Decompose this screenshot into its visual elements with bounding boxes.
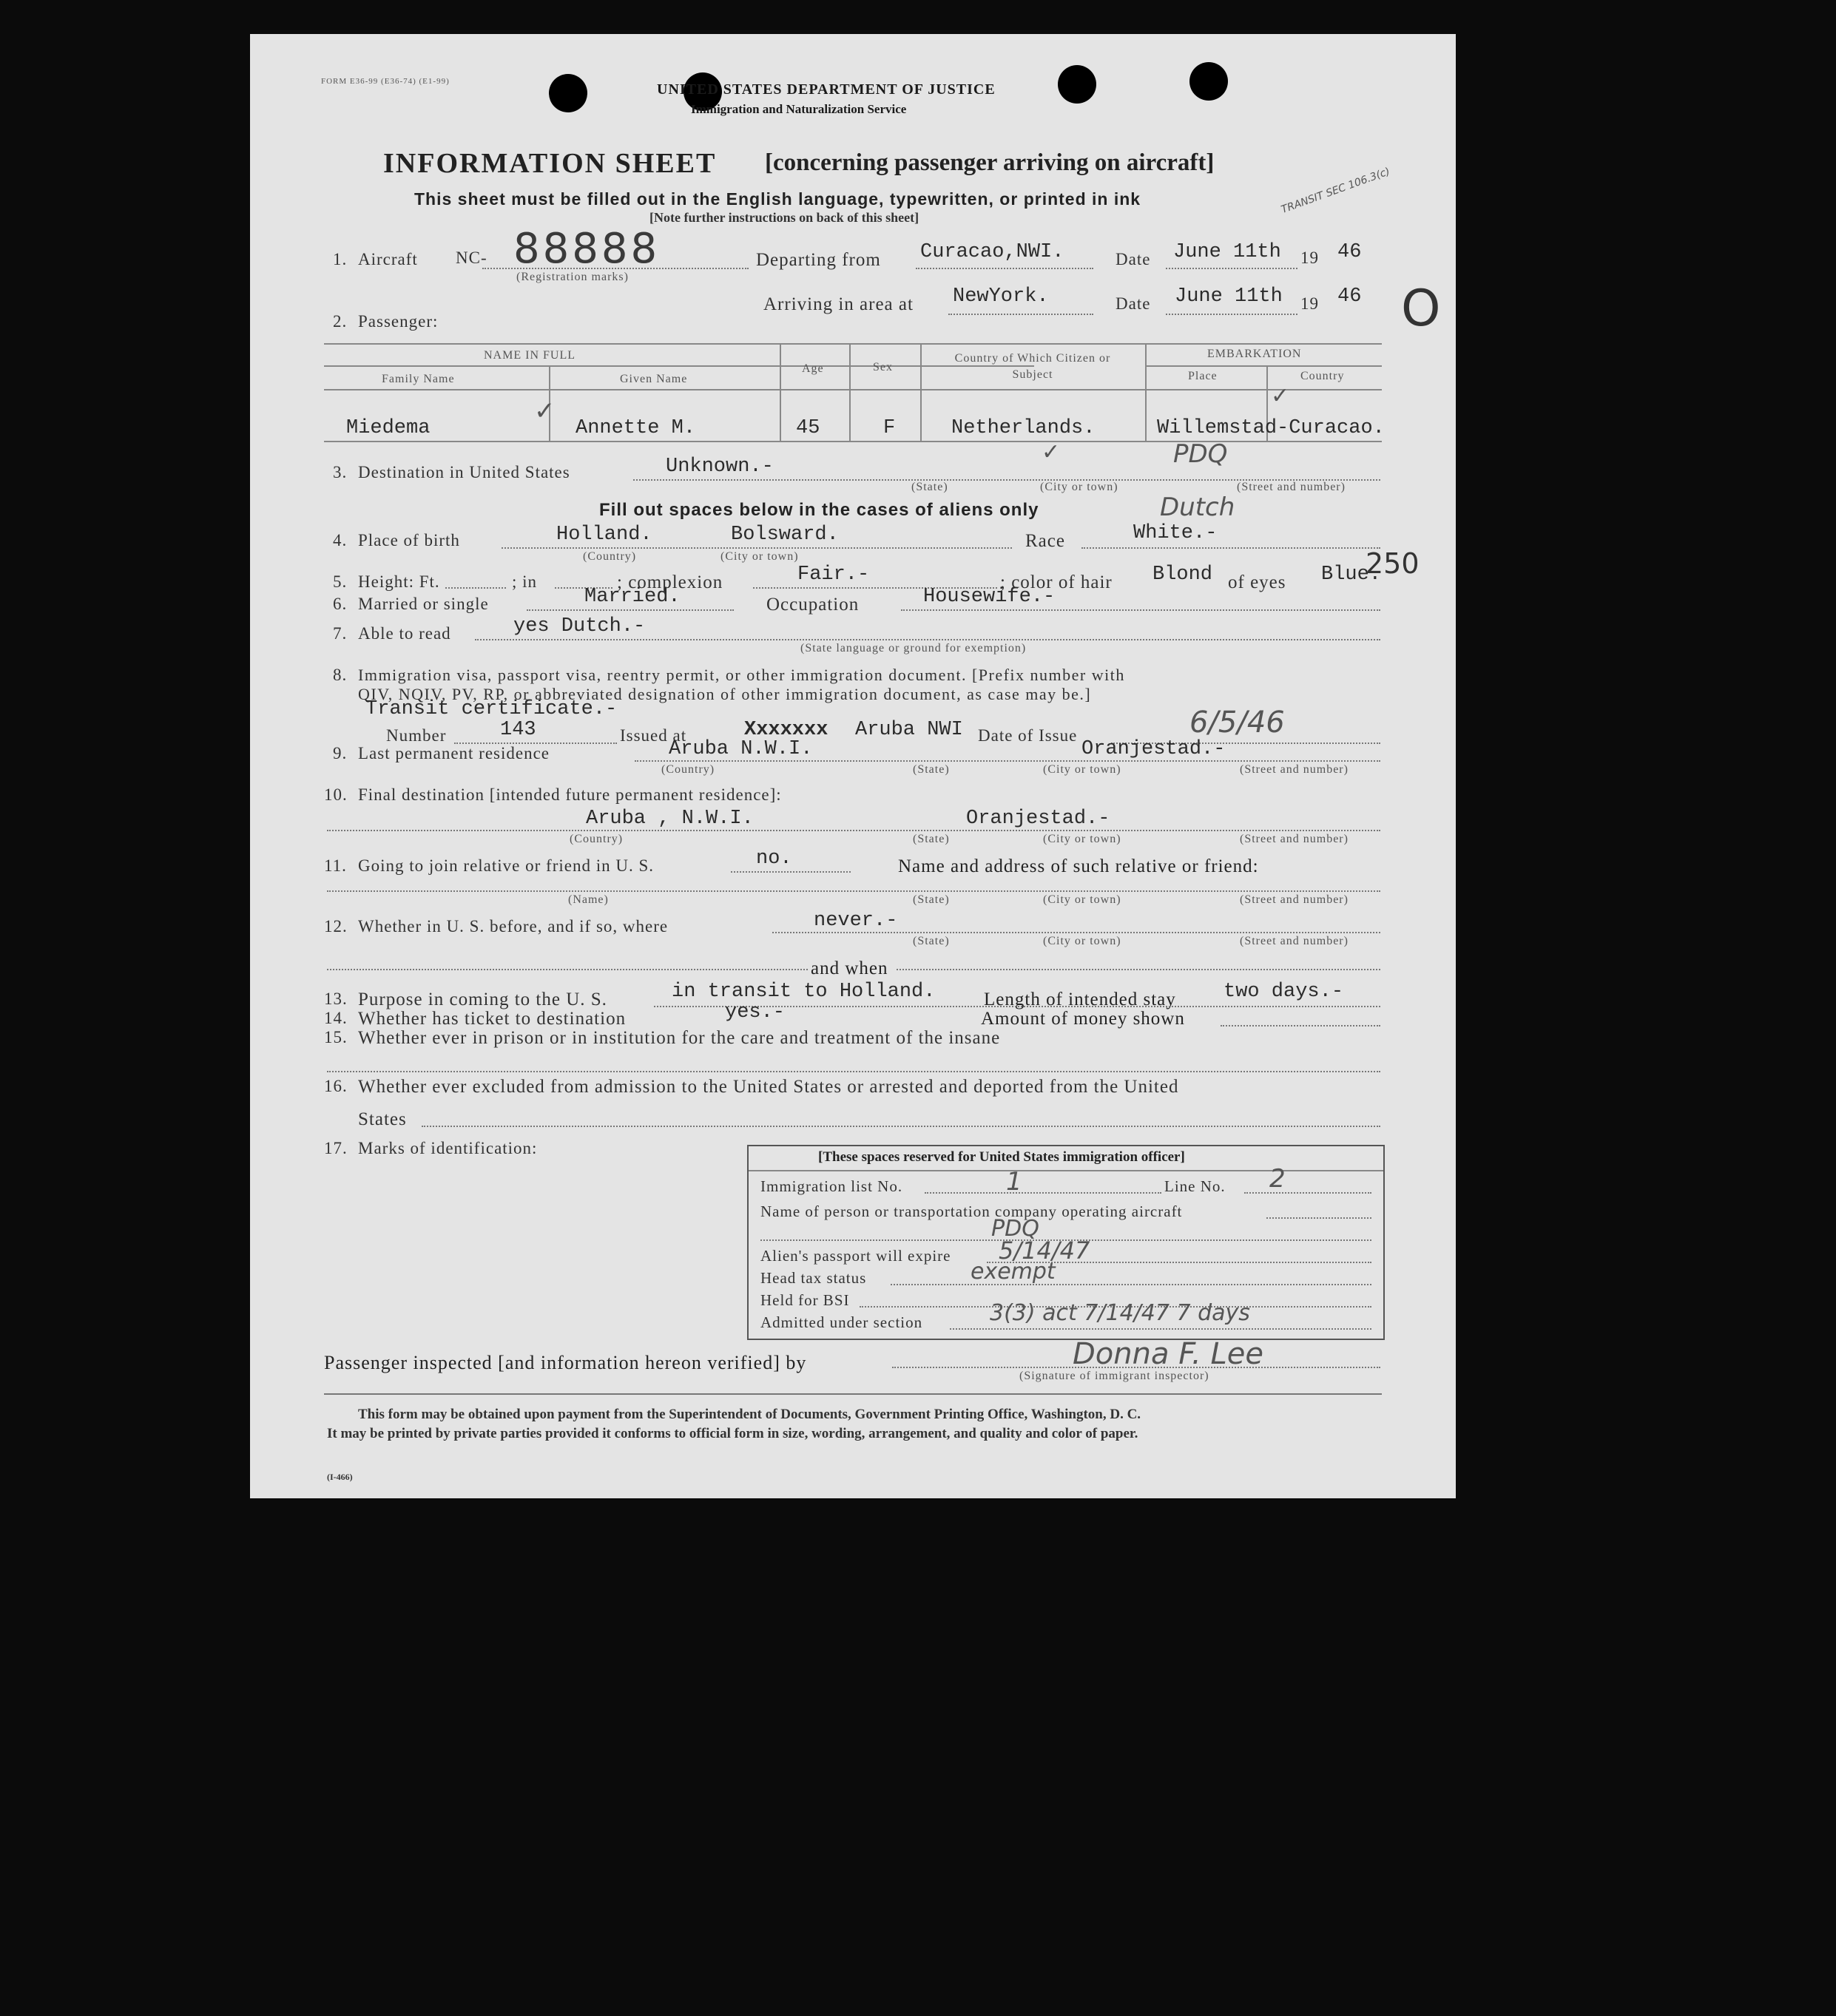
agency-name: UNITED STATES DEPARTMENT OF JUSTICE bbox=[657, 81, 996, 98]
line-number: 3. bbox=[333, 463, 348, 481]
join-relative-label: Going to join relative or friend in U. S. bbox=[358, 856, 654, 875]
state-caption: (State) bbox=[913, 935, 950, 947]
line-number: 12. bbox=[324, 917, 348, 936]
punch-hole bbox=[1189, 62, 1228, 101]
held-bsi-label: Held for BSI bbox=[760, 1291, 850, 1309]
passenger-given-name: Annette M. bbox=[576, 417, 696, 439]
arrival-year-value: 46 bbox=[1337, 285, 1362, 308]
read-value: yes Dutch.- bbox=[513, 615, 646, 637]
previous-visit-value: never.- bbox=[814, 910, 898, 932]
passenger-age: 45 bbox=[796, 417, 820, 439]
city-caption: (City or town) bbox=[1043, 833, 1121, 845]
passenger-embarkation: Willemstad-Curacao. bbox=[1157, 417, 1385, 439]
departure-date-value: June 11th bbox=[1173, 241, 1281, 263]
issue-date-value: 6/5/46 bbox=[1189, 706, 1285, 740]
list-number-value: 1 bbox=[1006, 1167, 1022, 1197]
hair-color-value: Blond bbox=[1152, 564, 1213, 586]
stay-length-value: two days.- bbox=[1224, 981, 1344, 1003]
table-header-place: Place bbox=[1188, 370, 1218, 382]
eye-color-value: Blue. bbox=[1321, 564, 1382, 586]
line-number: 1. bbox=[333, 250, 348, 268]
eye-color-label: of eyes bbox=[1228, 572, 1286, 592]
passenger-citizenship: Netherlands. bbox=[951, 417, 1096, 439]
inches-label: ; in bbox=[512, 572, 538, 591]
visa-text-line1: Immigration visa, passport visa, reentry permit, or other immigration document. [Prefix number with bbox=[358, 666, 1125, 684]
hair-color-label: ; color of hair bbox=[1000, 572, 1113, 592]
instruction-note: [Note further instructions on back of this sheet] bbox=[649, 210, 919, 225]
last-residence-country-value: Aruba N.W.I. bbox=[669, 738, 813, 760]
purpose-value: in transit to Holland. bbox=[672, 981, 936, 1003]
instruction-text: This sheet must be filled out in the English language, typewritten, or printed in ink bbox=[414, 189, 1141, 209]
complexion-label: ; complexion bbox=[617, 572, 723, 592]
footer-line-1: This form may be obtained upon payment from the Superintendent of Documents, Government Printing Office, Washington, D. C. bbox=[358, 1407, 1141, 1422]
table-header-family-name: Family Name bbox=[382, 373, 455, 385]
aircraft-registration-value: 88888 bbox=[513, 225, 661, 273]
punch-hole bbox=[549, 74, 587, 112]
list-number-label: Immigration list No. bbox=[760, 1177, 903, 1195]
language-caption: (State language or ground for exemption) bbox=[800, 642, 1027, 654]
passport-expire-label: Alien's passport will expire bbox=[760, 1247, 951, 1265]
handwritten-note: Dutch bbox=[1160, 493, 1235, 522]
line-number: 6. bbox=[333, 595, 348, 613]
marital-status-value: Married. bbox=[584, 586, 681, 608]
line-number: 11. bbox=[324, 856, 347, 875]
departure-date-label: Date bbox=[1116, 250, 1151, 268]
identification-marks-label: Marks of identification: bbox=[358, 1139, 538, 1157]
line-number-value: 2 bbox=[1269, 1164, 1286, 1194]
punch-hole bbox=[1058, 65, 1096, 104]
prison-label: Whether ever in prison or in institution for the care and treatment of the insane bbox=[358, 1028, 1001, 1048]
excluded-label-cont: States bbox=[358, 1109, 407, 1129]
line-number: 10. bbox=[324, 785, 348, 804]
departing-value: Curacao,NWI. bbox=[920, 241, 1064, 263]
footer-line-2: It may be printed by private parties provided it conforms to official form in size, wording, arrangement, and quality and color of paper. bbox=[327, 1426, 1138, 1441]
line-number: 8. bbox=[333, 666, 348, 684]
signature-caption: (Signature of immigrant inspector) bbox=[1019, 1370, 1209, 1382]
height-label: Height: Ft. bbox=[358, 572, 440, 591]
state-caption: (State) bbox=[913, 893, 950, 906]
admitted-section-value: 3(3) act 7/14/47 7 days bbox=[990, 1300, 1250, 1326]
check-mark: ✓ bbox=[1271, 383, 1290, 409]
street-caption: (Street and number) bbox=[1240, 935, 1349, 947]
handwritten-note: PDQ bbox=[1173, 439, 1228, 469]
page-subtitle: [concerning passenger arriving on aircraft] bbox=[765, 149, 1215, 176]
ticket-label: Whether has ticket to destination bbox=[358, 1009, 627, 1029]
admitted-section-label: Admitted under section bbox=[760, 1313, 923, 1331]
form-code: (I-466) bbox=[327, 1472, 353, 1482]
table-header-given-name: Given Name bbox=[620, 373, 688, 385]
information-sheet-form bbox=[250, 34, 1456, 1498]
service-name: Immigration and Naturalization Service bbox=[691, 102, 907, 116]
year-prefix: 19 bbox=[1300, 294, 1319, 313]
race-value: White.- bbox=[1133, 522, 1218, 544]
line-number: 5. bbox=[333, 572, 348, 591]
registration-caption: (Registration marks) bbox=[516, 271, 629, 283]
state-caption: (State) bbox=[911, 481, 948, 493]
table-header-embarkation: EMBARKATION bbox=[1207, 348, 1302, 360]
ticket-value: yes.- bbox=[725, 1001, 786, 1024]
destination-value: Unknown.- bbox=[666, 456, 774, 478]
departing-label: Departing from bbox=[756, 250, 881, 270]
street-caption: (Street and number) bbox=[1240, 893, 1349, 906]
read-label: Able to read bbox=[358, 624, 451, 643]
money-label: Amount of money shown bbox=[981, 1009, 1185, 1029]
city-caption: (City or town) bbox=[1040, 481, 1118, 493]
and-when-label: and when bbox=[811, 958, 888, 978]
line-number: 4. bbox=[333, 531, 348, 549]
officer-box-heading: [These spaces reserved for United States immigration officer] bbox=[818, 1149, 1185, 1165]
line-number: 7. bbox=[333, 624, 348, 643]
country-caption: (Country) bbox=[570, 833, 624, 845]
street-caption: (Street and number) bbox=[1240, 833, 1349, 845]
last-residence-label: Last permanent residence bbox=[358, 744, 550, 762]
head-tax-label: Head tax status bbox=[760, 1269, 867, 1287]
table-header-name-in-full: NAME IN FULL bbox=[484, 349, 576, 362]
state-caption: (State) bbox=[913, 763, 950, 776]
marital-status-label: Married or single bbox=[358, 595, 489, 613]
complexion-value: Fair.- bbox=[797, 564, 870, 586]
line-number: 13. bbox=[324, 990, 348, 1008]
line-number: 14. bbox=[324, 1009, 348, 1027]
document-number-label: Number bbox=[386, 726, 447, 745]
passenger-family-name: Miedema bbox=[346, 417, 431, 439]
arrival-date-label: Date bbox=[1116, 294, 1151, 313]
street-caption: (Street and number) bbox=[1237, 481, 1346, 493]
line-number: 15. bbox=[324, 1028, 348, 1046]
aircraft-label: Aircraft bbox=[358, 250, 418, 268]
table-header-country: Country bbox=[1300, 370, 1345, 382]
join-relative-value: no. bbox=[756, 848, 792, 870]
race-label: Race bbox=[1025, 531, 1065, 551]
city-caption: (City or town) bbox=[1043, 763, 1121, 776]
year-prefix: 19 bbox=[1300, 248, 1319, 267]
operator-value: PDQ bbox=[991, 1216, 1039, 1242]
table-header-age: Age bbox=[802, 362, 824, 375]
passport-expire-value: 5/14/47 bbox=[999, 1237, 1090, 1265]
purpose-label: Purpose in coming to the U. S. bbox=[358, 990, 607, 1009]
line-number: 9. bbox=[333, 744, 348, 762]
inspected-by-label: Passenger inspected [and information hereon verified] by bbox=[324, 1352, 807, 1373]
operator-label: Name of person or transportation company operating aircraft bbox=[760, 1203, 1183, 1220]
street-caption: (Street and number) bbox=[1240, 763, 1349, 776]
handwritten-number: 250 bbox=[1366, 547, 1420, 580]
city-caption: (City or town) bbox=[1043, 935, 1121, 947]
destination-label: Destination in United States bbox=[358, 463, 570, 481]
birthplace-label: Place of birth bbox=[358, 531, 460, 549]
issue-date-label: Date of Issue bbox=[978, 726, 1078, 745]
birth-city-value: Bolsward. bbox=[731, 524, 839, 546]
final-destination-city-value: Oranjestad.- bbox=[966, 808, 1110, 830]
head-tax-value: exempt bbox=[971, 1259, 1056, 1285]
line-number: 17. bbox=[324, 1139, 348, 1157]
state-caption: (State) bbox=[913, 833, 950, 845]
passenger-label: Passenger: bbox=[358, 312, 439, 331]
handwritten-mark: O bbox=[1401, 280, 1441, 338]
aliens-heading: Fill out spaces below in the cases of aliens only bbox=[599, 500, 1039, 520]
last-residence-city-value: Oranjestad.- bbox=[1081, 738, 1226, 760]
form-number: FORM E36-99 (E36-74) (E1-99) bbox=[321, 77, 450, 86]
document-number-value: 143 bbox=[500, 719, 536, 741]
check-mark: ✓ bbox=[1042, 439, 1061, 465]
arriving-value: NewYork. bbox=[953, 285, 1049, 308]
final-destination-country-value: Aruba , N.W.I. bbox=[586, 808, 754, 830]
transit-stamp: TRANSIT SEC 106.3(c) bbox=[1279, 165, 1392, 217]
table-header-sex: Sex bbox=[873, 361, 893, 373]
country-caption: (Country) bbox=[661, 763, 715, 776]
city-caption: (City or town) bbox=[720, 550, 799, 563]
previous-visit-label: Whether in U. S. before, and if so, where bbox=[358, 917, 669, 936]
page-title: INFORMATION SHEET bbox=[383, 148, 717, 179]
birth-country-value: Holland. bbox=[556, 524, 652, 546]
final-destination-label: Final destination [intended future permanent residence]: bbox=[358, 785, 782, 804]
name-caption: (Name) bbox=[568, 893, 609, 906]
visa-text-line2: QIV, NQIV, PV, RP, or abbreviated designation of other immigration document, as case may be.] bbox=[358, 685, 1092, 703]
check-mark: ✓ bbox=[534, 396, 556, 426]
issued-at-value: Aruba NWI bbox=[855, 719, 963, 741]
document-type-value: Transit certificate.- bbox=[365, 698, 618, 720]
city-caption: (City or town) bbox=[1043, 893, 1121, 906]
stay-length-label: Length of intended stay bbox=[984, 990, 1176, 1009]
line-number: 2. bbox=[333, 312, 348, 331]
excluded-label: Whether ever excluded from admission to the United States or arrested and deported from the United bbox=[358, 1077, 1179, 1097]
occupation-value: Housewife.- bbox=[923, 586, 1056, 608]
relative-address-label: Name and address of such relative or friend: bbox=[898, 856, 1259, 876]
issued-at-struck: Xxxxxxx bbox=[744, 719, 828, 741]
country-caption: (Country) bbox=[583, 550, 637, 563]
passenger-sex: F bbox=[883, 417, 896, 439]
departure-year-value: 46 bbox=[1337, 241, 1362, 263]
line-number-label: Line No. bbox=[1164, 1177, 1226, 1195]
table-header-citizenship: Country of Which Citizen or Subject bbox=[954, 352, 1111, 381]
issued-at-label: Issued at bbox=[620, 726, 687, 745]
officer-reserved-box bbox=[747, 1145, 1385, 1340]
arrival-date-value: June 11th bbox=[1175, 285, 1283, 308]
arriving-label: Arriving in area at bbox=[763, 294, 914, 314]
line-number: 16. bbox=[324, 1077, 348, 1095]
inspector-signature: Donna F. Lee bbox=[1073, 1337, 1263, 1371]
aircraft-prefix: NC- bbox=[456, 248, 487, 267]
occupation-label: Occupation bbox=[766, 595, 860, 615]
